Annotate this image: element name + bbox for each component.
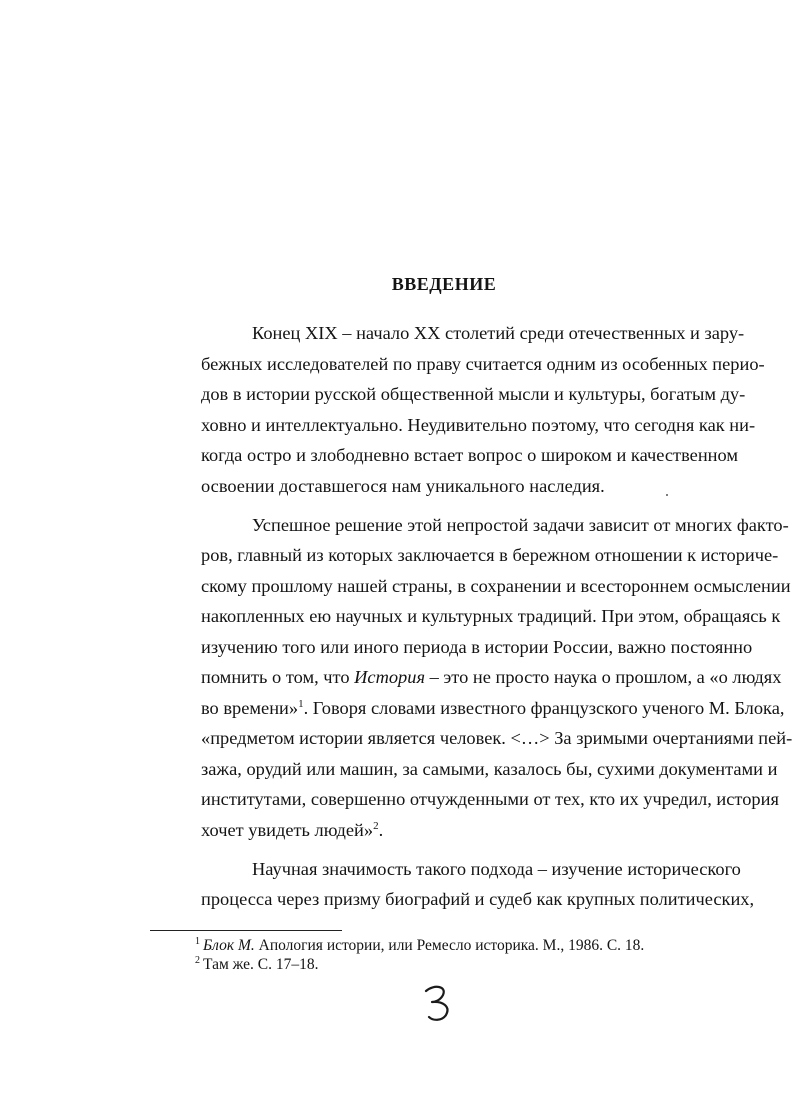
paragraph-1 — [150, 318, 765, 501]
text-line: Конец XIX – начало XX столетий среди отечественных и зару- — [252, 323, 745, 343]
text-line: зажа, орудий или машин, за самыми, казалось бы, сухими документами и — [201, 758, 778, 779]
text-segment: – это не просто наука о прошлом, а «о людях — [425, 667, 782, 687]
footnote-ref-2[interactable]: 2 — [373, 819, 379, 832]
text-line: Научная значимость такого подхода – изучение исторического — [252, 858, 741, 879]
text-line: ховно и интеллектуально. Неудивительно поэтому, что сегодня как ни- — [201, 414, 756, 435]
paragraph-2 — [150, 510, 793, 846]
text-line: процесса через призму биографий и судеб как крупных политических, — [201, 889, 755, 909]
text-segment: помнить о том, что — [201, 667, 355, 687]
footnote-number: 1 — [195, 935, 200, 947]
text-line: скому прошлому нашей страны, в сохранении и всестороннем осмыслении — [201, 575, 791, 596]
text-line: институтами, совершенно отчужденными от тех, кто их учредил, история — [201, 789, 779, 809]
text-line: бежных исследователей по праву считается одним из особенных перио- — [201, 353, 765, 374]
footnote-2 — [195, 955, 644, 974]
italic-term: История — [354, 667, 426, 687]
page-title: ВВЕДЕНИЕ — [391, 274, 497, 294]
text-line: когда остро и злободневно встает вопрос о широком и качественном — [201, 445, 738, 465]
footnote-text: Апология истории, или Ремесло историка. М., 1986. С. 18. — [254, 937, 645, 954]
text-line: «предметом истории является человек. <…> За зримыми очертаниями пей- — [201, 728, 793, 748]
text-segment: . — [378, 819, 384, 840]
text-line: ров, главный из которых заключается в бережном отношении к историче- — [201, 545, 779, 565]
footnote-text: Там же. С. 17–18. — [203, 956, 319, 973]
text-line: дов в истории русской общественной мысли и культуры, богатым ду- — [201, 384, 746, 404]
footnote-separator — [150, 930, 342, 931]
text-line: изучению того или иного периода в истории России, важно постоянно — [201, 636, 753, 657]
paragraph-3 — [150, 854, 755, 915]
text-line — [150, 815, 738, 846]
text-line: Успешное решение этой непростой задачи зависит от многих факто- — [252, 514, 789, 535]
footnotes — [195, 936, 644, 974]
body-text — [150, 318, 793, 923]
scan-speck — [666, 494, 668, 496]
footnote-author: Блок М. — [203, 937, 255, 954]
text-line — [150, 693, 785, 724]
text-line — [150, 662, 782, 693]
text-line: освоении доставшегося нам уникального наследия. — [201, 475, 605, 496]
text-segment: . Говоря словами известного французского ученого М. Блока, — [303, 697, 785, 718]
footnote-number: 2 — [195, 954, 200, 966]
text-segment: хочет увидеть людей» — [201, 819, 374, 840]
footnote-1 — [195, 936, 644, 955]
text-line: накопленных ею научных и культурных традиций. При этом, обращаясь к — [201, 606, 781, 626]
text-segment: во времени» — [201, 697, 299, 718]
handwritten-page-number — [420, 982, 460, 1022]
footnote-ref-1[interactable]: 1 — [298, 697, 304, 710]
